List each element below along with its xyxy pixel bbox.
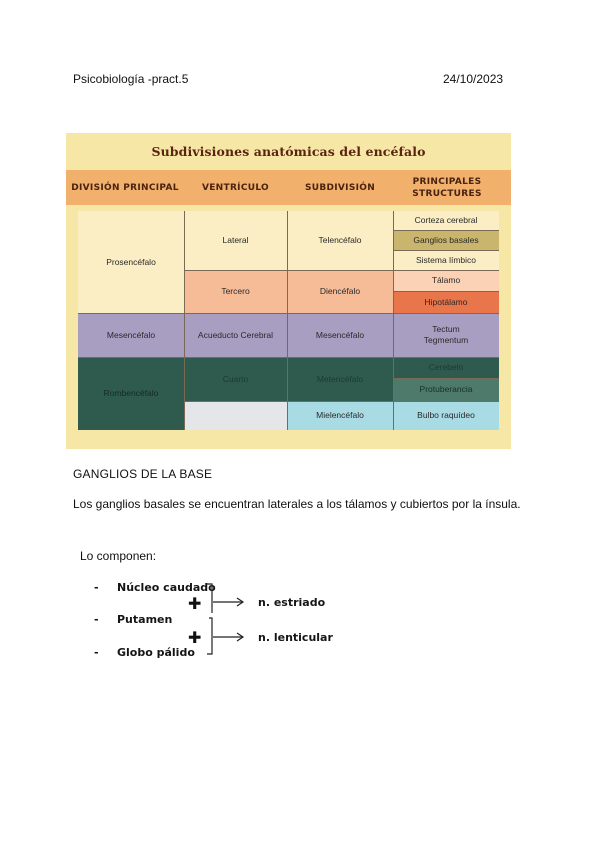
structure-basal-ganglia: Ganglios basales (393, 230, 499, 250)
ventricle-cerebral-aqueduct: Acueducto Cerebral (184, 313, 287, 357)
component-caudate-nucleus: Núcleo caudado (117, 581, 216, 594)
table-divider (393, 378, 499, 379)
table-divider (287, 211, 288, 430)
bullet-3: - (94, 646, 99, 659)
ventricle-fourth: Cuarto (184, 357, 287, 401)
table-divider (184, 270, 499, 271)
group-lenticular: n. lenticular (258, 631, 333, 644)
paragraph: Los ganglios basales se encuentran laterales a los tálamos y cubiertos por la ínsula. (73, 497, 521, 511)
division-prosencephalon: Prosencéfalo (78, 211, 184, 313)
component-globus-pallidus: Globo pálido (117, 646, 195, 659)
structure-tegmentum: Tegmentum (423, 335, 469, 345)
structure-tectum-tegmentum (393, 313, 499, 357)
section-title: GANGLIOS DE LA BASE (73, 467, 213, 481)
division-rhombencephalon-label: Rombencéfalo (103, 388, 159, 398)
table-divider (78, 357, 499, 358)
header-date: 24/10/2023 (443, 72, 504, 86)
ventricle-third: Tercero (184, 270, 287, 313)
group-striatum: n. estriado (258, 596, 326, 609)
bullet-2: - (94, 613, 99, 626)
table-divider (393, 291, 499, 292)
ventricle-lateral: Lateral (184, 211, 287, 270)
brain-subdivisions-table (66, 133, 511, 449)
structure-pons: Protuberancia (393, 378, 499, 401)
subdivision-diencephalon: Diencéfalo (287, 270, 393, 313)
table-divider (78, 313, 499, 314)
components-intro: Lo componen: (80, 549, 157, 563)
bracket-arrows-icon (200, 580, 260, 660)
table-divider (393, 230, 499, 231)
table-title: Subdivisiones anatómicas del encéfalo (151, 144, 426, 159)
header-left: Psicobiología -pract.5 (73, 72, 189, 86)
structure-tectum: Tectum (432, 324, 460, 334)
bullet-1: - (94, 581, 99, 594)
subdivision-metencephalon: Metencéfalo (287, 357, 393, 401)
header-structures: PRINCIPALES STRUCTURES (412, 176, 482, 199)
subdivision-myelencephalon: Mielencéfalo (287, 401, 393, 430)
structure-hypothalamus: Hipotálamo (393, 291, 499, 313)
structure-medulla: Bulbo raquídeo (393, 401, 499, 430)
plus-icon: ✚ (188, 628, 202, 647)
table-divider (184, 211, 185, 430)
table-divider (393, 250, 499, 251)
header-ventricle: VENTRÍCULO (201, 182, 270, 193)
component-putamen: Putamen (117, 613, 173, 626)
structure-limbic-system: Sistema límbico (393, 250, 499, 270)
division-mesencephalon: Mesencéfalo (78, 313, 184, 357)
structure-cerebellum: Cerebelo (393, 357, 499, 378)
subdivision-mesencephalon: Mesencéfalo (287, 313, 393, 357)
structure-thalamus: Tálamo (393, 270, 499, 291)
header-subdivision: SUBDIVISIÓN (304, 182, 376, 193)
ventricle-empty (184, 401, 287, 430)
table-divider (393, 211, 394, 430)
header-division: DIVISIÓN PRINCIPAL (71, 182, 179, 193)
structure-cerebral-cortex: Corteza cerebral (393, 211, 499, 230)
division-rhombencephalon (78, 357, 184, 430)
plus-icon: ✚ (188, 594, 202, 613)
subdivision-telencephalon: Telencéfalo (287, 211, 393, 270)
table-divider (184, 401, 499, 402)
